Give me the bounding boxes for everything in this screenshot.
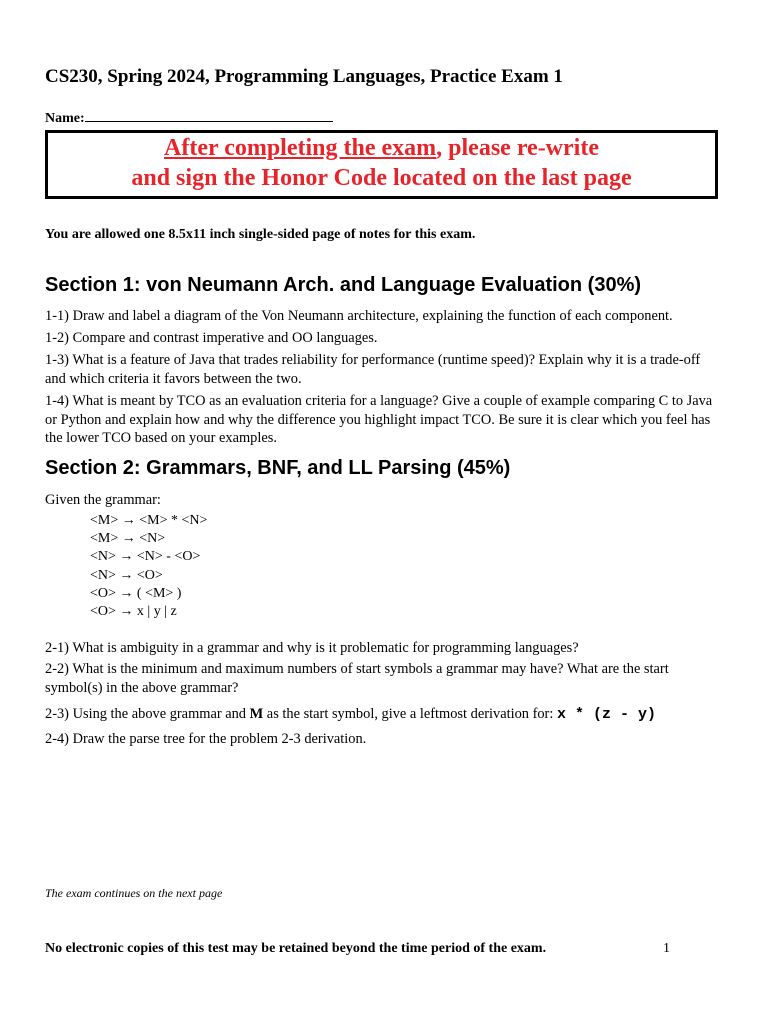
name-blank-line <box>85 107 333 122</box>
grammar-rule: <M> → <M> * <N> <box>90 513 208 528</box>
grammar-rule: <M> → <N> <box>90 531 166 547</box>
start-symbol: M <box>249 706 264 722</box>
grammar-rules <box>90 512 207 621</box>
section-2-heading: Section 2: Grammars, BNF, and LL Parsing (45%) <box>45 457 511 479</box>
page-number: 1 <box>663 941 670 956</box>
question-1-2: 1-2) Compare and contrast imperative and OO languages. <box>45 330 378 346</box>
grammar-intro: Given the grammar: <box>45 492 161 508</box>
exam-title: CS230, Spring 2024, Programming Languages, Practice Exam 1 <box>45 66 563 87</box>
derivation-expression: x * (z - y) <box>556 706 656 723</box>
question-1-4: 1-4) What is meant by TCO as an evaluation criteria for a language? Give a couple of example comparing C to Java or Python and explain how and why the difference you highlight impact TCO. Be sure it is clear which you feel has the lower TCO based on your examples. <box>45 393 713 446</box>
question-1-3: 1-3) What is a feature of Java that trades reliability for performance (runtime speed)? Explain why it is a trade-off and which criteria it favors between the two. <box>45 352 701 387</box>
question-1-1: 1-1) Draw and label a diagram of the Von Neumann architecture, explaining the function of each component. <box>45 308 673 324</box>
continues-note: The exam continues on the next page <box>45 886 223 900</box>
honor-underlined-text: After completing the exam <box>164 135 437 161</box>
name-label: Name: <box>45 111 85 126</box>
honor-line-1-rest: , please re-write <box>436 135 599 161</box>
question-2-4: 2-4) Draw the parse tree for the problem 2-3 derivation. <box>45 731 367 747</box>
honor-line-2: and sign the Honor Code located on the last page <box>131 165 632 191</box>
grammar-rule: <O> → ( <M> ) <box>90 585 182 601</box>
question-2-1: 2-1) What is ambiguity in a grammar and why is it problematic for programming languages? <box>45 640 579 656</box>
notes-allowance: You are allowed one 8.5x11 inch single-sided page of notes for this exam. <box>45 227 476 242</box>
name-field <box>45 107 333 127</box>
section-1-heading: Section 1: von Neumann Arch. and Language Evaluation (30%) <box>45 274 642 296</box>
grammar-rule: <N> → <N> - <O> <box>90 549 201 565</box>
question-2-3-text: 2-3) Using the above grammar and <box>45 706 250 722</box>
question-2-3 <box>45 705 720 725</box>
question-2-3-text-cont: as the start symbol, give a leftmost derivation for: <box>263 706 557 722</box>
grammar-rule: <O> → x | y | z <box>90 604 177 620</box>
question-2-2: 2-2) What is the minimum and maximum numbers of start symbols a grammar may have? What are the start symbol(s) in the above grammar? <box>45 661 669 696</box>
honor-code-notice <box>45 130 718 199</box>
grammar-rule: <N> → <O> <box>90 567 163 583</box>
footer-notice: No electronic copies of this test may be retained beyond the time period of the exam. <box>45 941 547 956</box>
honor-line-1 <box>48 133 715 163</box>
